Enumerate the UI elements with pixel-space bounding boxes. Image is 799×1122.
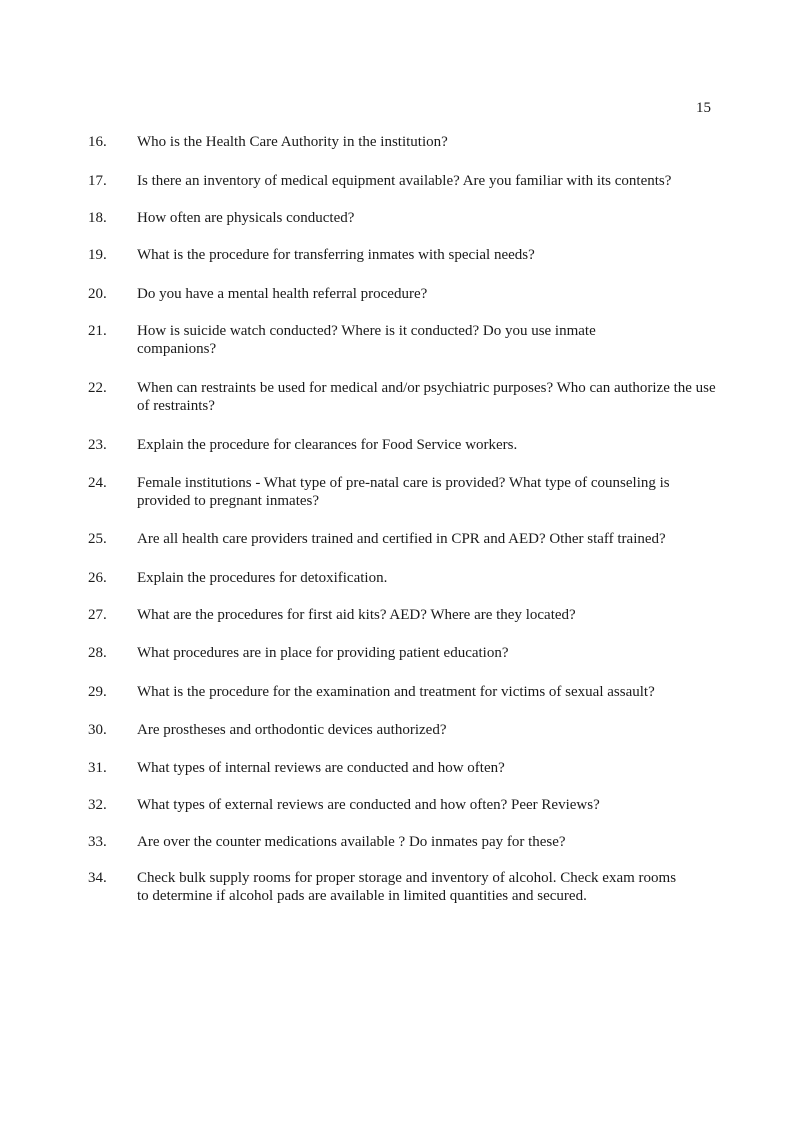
item-text: Explain the procedure for clearances for Food Service workers. bbox=[137, 437, 518, 453]
item-text: What is the procedure for transferring inmates with special needs? bbox=[137, 247, 535, 263]
item-text: How often are physicals conducted? bbox=[137, 210, 355, 226]
item-text: Are prostheses and orthodontic devices authorized? bbox=[137, 722, 447, 738]
item-text: What types of internal reviews are conducted and how often? bbox=[137, 760, 505, 776]
item-number: 28. bbox=[88, 645, 107, 661]
item-text: How is suicide watch conducted? Where is it conducted? Do you use inmate companions? bbox=[137, 323, 596, 357]
item-number: 23. bbox=[88, 437, 107, 453]
item-text: Are over the counter medications available ? Do inmates pay for these? bbox=[137, 834, 566, 850]
item-number: 29. bbox=[88, 684, 107, 700]
item-text: What are the procedures for first aid kits? AED? Where are they located? bbox=[137, 607, 576, 623]
item-number: 24. bbox=[88, 475, 107, 491]
item-number: 34. bbox=[88, 870, 107, 886]
item-number: 16. bbox=[88, 134, 107, 150]
item-text: What types of external reviews are conducted and how often? Peer Reviews? bbox=[137, 797, 600, 813]
item-number: 30. bbox=[88, 722, 107, 738]
item-number: 22. bbox=[88, 380, 107, 396]
item-number: 27. bbox=[88, 607, 107, 623]
item-number: 26. bbox=[88, 570, 107, 586]
item-text: Explain the procedures for detoxification. bbox=[137, 570, 388, 586]
item-text: Do you have a mental health referral procedure? bbox=[137, 286, 428, 302]
item-number: 32. bbox=[88, 797, 107, 813]
item-number: 20. bbox=[88, 286, 107, 302]
item-number: 18. bbox=[88, 210, 107, 226]
item-text: When can restraints be used for medical and/or psychiatric purposes? Who can authorize the use of restraints? bbox=[137, 380, 716, 414]
item-number: 21. bbox=[88, 323, 107, 339]
item-text: What procedures are in place for providing patient education? bbox=[137, 645, 509, 661]
item-number: 33. bbox=[88, 834, 107, 850]
item-text: Female institutions - What type of pre-natal care is provided? What type of counseling is provided to pregnant inmates? bbox=[137, 475, 670, 509]
item-text: Is there an inventory of medical equipment available? Are you familiar with its contents? bbox=[137, 173, 672, 189]
item-text: Check bulk supply rooms for proper storage and inventory of alcohol. Check exam rooms to determine if alcohol pads are available in limited quantities and secured. bbox=[137, 870, 677, 904]
item-number: 31. bbox=[88, 760, 107, 776]
item-text: Are all health care providers trained and certified in CPR and AED? Other staff trained? bbox=[137, 531, 666, 547]
item-text: What is the procedure for the examination and treatment for victims of sexual assault? bbox=[137, 684, 655, 700]
item-number: 17. bbox=[88, 173, 107, 189]
item-text: Who is the Health Care Authority in the institution? bbox=[137, 134, 448, 150]
item-number: 25. bbox=[88, 531, 107, 547]
item-number: 19. bbox=[88, 247, 107, 263]
page-number: 15 bbox=[696, 100, 711, 116]
